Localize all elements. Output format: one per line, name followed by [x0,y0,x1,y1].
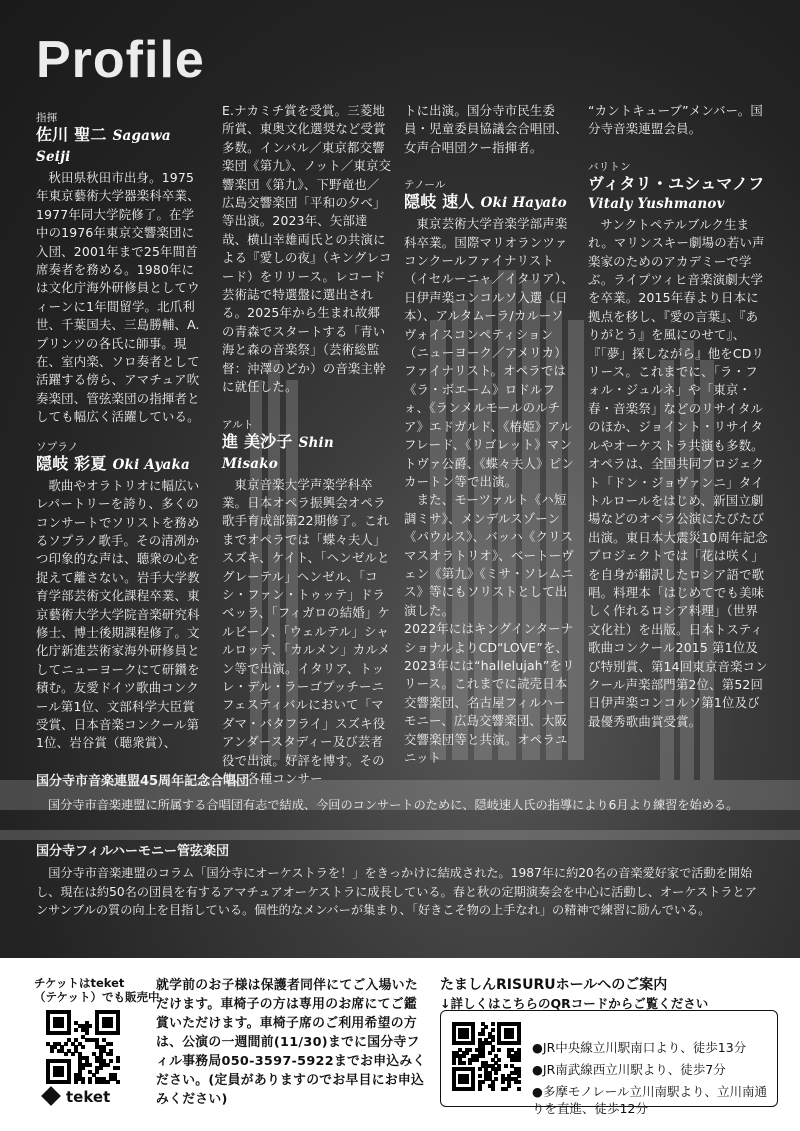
qr-module [88,1063,92,1067]
qr-module [491,1028,495,1032]
qr-module [99,1066,103,1070]
qr-module [504,1064,508,1068]
access-title: たましんRISURUホールへのご案内 [440,977,668,993]
qr-module [497,1067,501,1071]
soprano-bio: 歌曲やオラトリオに幅広いレパートリーを誇り、多くのコンサートでソリストを務めるソプラノ歌手。その清冽かつ印象的な声は、聴衆の心を捉えて離さない。岩手大学教育学部芸術文化課程卒業、東京藝術大学大学院音楽研究科修士、博士後期課程修了。文化庁新進芸術家海外研修員としてニューヨークにて研鑽を積む。友愛ドイツ歌曲コンクール第1位、文部科学大臣賞受賞、日本音楽コンクール第1位、岩谷賞（聴衆賞）、 [36,477,200,751]
access-subtitle: ↓詳しくはこちらのQRコードからご覧ください [440,996,709,1011]
tenor-bio-continued: “カントキューブ”メンバー。国分寺音楽連盟会員。 [588,103,763,137]
qr-module [109,1042,113,1046]
access-item-3: ●多摩モノレール立川南駅より、立川南通りを直進、徒歩12分 [532,1084,768,1116]
conductor-name [36,125,206,167]
qr-module [64,1042,68,1046]
column-3 [404,102,576,767]
qr-module [481,1054,485,1058]
conductor-bio-continued: E.ナカミチ賞を受賞。三菱地所賞、東奥文化選奨など受賞多数。インバル／東京都交響楽団《第九》、ノット／東京交響楽団《第九》、下野竜也／広島交響楽団「平和の夕べ」等出演。2023年、矢部達哉、横山幸雄両氏との共演による『愛しの夜』（キングレコード）をリリース。レコード芸術誌で特選盤に選出される。2025年から生まれ故郷の青森でスタートする「青い海と森の音楽祭」（芸術総監督：沖澤のどか）の音楽主幹に就任した。 [222,103,392,395]
qr-module [81,1066,85,1070]
alto-name-ja: 進 美沙子 [222,431,293,451]
soprano-name [36,454,206,475]
baritone-name-ja: ヴィタリ・ユシュマノフ [588,173,765,193]
qr-module [88,1080,92,1084]
qr-module [60,1073,64,1077]
qr-module [88,1024,92,1028]
qr-module [484,1025,488,1029]
ticket-qr-code[interactable] [46,1010,120,1084]
baritone-bio: サンクトペテルブルク生まれ。マリンスキー劇場の若い声楽家のためのアカデミーで学ぶ。ライプツィヒ音楽演劇大学を卒業。2015年春より日本に拠点を移し、『愛の言葉』、『ありがとう』を風にのせて』、『「夢」探しながら』他をCDリリース。これまでに、「ラ・フォル・ジュルネ」や「東京・春・音楽祭」などのリサイタルのほか、ジョイント・リサイタルやオーケストラ共演も多数。オペラは、全国共同プロジェクト「ドン・ジョヴァンニ」タイトルロールをはじめ、新国立劇場などのオペラ公演にたびたび出演。東日本大震災10周年記念プロジェクトでは「花は咲く」を自身が翻訳したロシア語で歌唱。料理本「はじめてでも美味しく作れるロシア料理」（世界文化社）を出版。日本トスティ歌曲コンクール2015 第1位及び特別賞、第14回東京音楽コンクール声楽部門第2位、第52回日伊声楽コンコルソ第1位及び最優秀歌曲賞受賞。 [588,216,768,729]
qr-module [74,1080,78,1084]
teket-logo-text: teket [66,1088,111,1106]
choir-description: 国分寺市音楽連盟に所属する合唱団有志で結成、今回のコンサートのために、隠岐速人氏の指導により6月より練習を始める。 [48,798,739,812]
qr-module [517,1058,521,1062]
circle-bullet-icon: ● [532,1040,543,1055]
qr-module [64,1052,68,1056]
qr-module [465,1080,469,1084]
choir-title: 国分寺市音楽連盟45周年記念合唱団 [36,774,250,789]
page-title: Profile [36,31,205,89]
qr-module [50,1049,54,1053]
soprano-role: ソプラノ [36,440,79,453]
conductor-bio: 秋田県秋田市出身。1975年東京藝術大学器楽科卒業、1977年同大学院修了。在学中の1976年東京交響楽団に入団、2001年まで25年間首席奏者を務める。1980年には文化庁海外研修員としてウィーンに1年間留学。北爪利世、千葉国夫、三島勝輔、A.プリンツの各氏に師事。現在、室内楽、ソロ奏者として活躍する傍ら、アマチュア吹奏楽団、管弦楽団の指揮者としても幅広く活躍している。 [36,170,200,425]
column-1 [36,102,206,753]
alto-bio: 東京音楽大学声楽学科卒業。日本オペラ振興会オペラ歌手育成部第22期修了。これまでオペラでは「蝶々夫人」スズキ、ケイト、「ヘンゼルとグレーテル」ヘンゼル、「コシ・ファン・トゥッテ」ドラベッラ、「フィガロの結婚」ケルビーノ、「ウェルテル」シャルロッテ、「カルメン」カルメン等で出演。イタリア、トッレ・デル・ラーゴプッチーニフェスティバルにおいて「マダマ・バタフライ」スズキ役アンダースタディー及び芸者役で出演。好評を博す。その他、各種コンサー [222,476,391,786]
qr-module [109,1052,113,1056]
qr-module [517,1041,521,1045]
qr-module [481,1032,485,1036]
qr-module [452,1061,456,1065]
qr-module [491,1087,495,1091]
alto-bio-continued: トに出演。国分寺市民生委員・児童委員協議会合唱団、女声合唱団クー指揮者。 [404,103,568,155]
qr-module [517,1080,521,1084]
qr-module [491,1038,495,1042]
qr-module [491,1022,495,1026]
tenor-bio: 東京芸術大学音楽学部声楽科卒業。国際マリオランツァコンクールファイナリスト（イセルーニャ／イタリア）、日伊声楽コンコルソ入選（日本）、アルタムーラ/カルーソヴォイスコンペティション（ニューヨーク／アメリカ）ファイナリスト。オペラでは《ラ・ボエーム》ロドルフォ、《ランメルモールのルチア》エドガルド、《椿姫》アルフレード、《リゴレット》マントヴァ公爵、《蝶々夫人》ピンカートン等で出演。 また、モーツァルト《ハ短調ミサ》、メンデルスゾーン《パウルス》、バッハ《クリスマスオラトリオ》、ベートーヴェン《第九》《ミサ・ソレムニス》等にもソリストとして出演した。 2022年にはキングインターナショナルよりCD“LOVE”を、2023年には“hallelujah”をリリース。これまでに読売日本交響楽団、名古屋フィルハーモニー、広島交響楽団、大阪交響楽団等と共演。オペラユニット [404,216,575,765]
qr-module [95,1070,99,1074]
qr-module [507,1084,511,1088]
qr-module [109,1059,113,1063]
alto-name [222,432,392,474]
qr-module [491,1048,495,1052]
ticket-line-2: （テケット）でも販売中 [34,990,160,1004]
qr-module [67,1080,71,1084]
baritone-name [588,174,768,214]
soprano-name-ja: 隠岐 彩夏 [36,453,107,473]
circle-bullet-icon: ● [532,1062,543,1077]
qr-module [478,1087,482,1091]
tenor-name-ja: 隠岐 速人 [404,192,475,212]
qr-module [471,1087,475,1091]
qr-module [116,1059,120,1063]
qr-module [116,1066,120,1070]
qr-module [468,1048,472,1052]
ticket-line-1: チケットはteket [34,976,125,990]
baritone-role: バリトン [588,160,631,173]
qr-module [517,1087,521,1091]
qr-module [106,1080,110,1084]
access-item-2: ●JR南武線西立川駅より、徒歩7分 [532,1062,726,1077]
qr-module [471,1041,475,1045]
qr-module [510,1035,514,1039]
qr-module [116,1031,120,1035]
admission-notice: 就学前のお子様は保護者同伴にてご入場いただけます。車椅子の方は専用のお席にてご鑑賞いただけます。車椅子席のご利用希望の方は、公演の一週間前(11/30)までに国分寺フィル事務局050-3597-5922までお申込みください。(定員がありますのでお早目にお申込みください) [156,978,426,1107]
baritone-name-romaji: Vitaly Yushmanov [588,195,725,212]
conductor-name-romaji: Sagawa Seiji [36,128,171,165]
column-4 [588,102,768,731]
qr-module [71,1052,75,1056]
tenor-name [404,192,576,213]
qr-module [494,1077,498,1081]
qr-module [60,1024,64,1028]
conductor-name-ja: 佐川 聖二 [36,125,107,144]
orchestra-description: 国分寺市音楽連盟のコラム「国分寺にオーケストラを！」をきっかけに結成された。1987年に約20名の音楽愛好家で活動を開始し、現在は約50名の団員を有するアマチュアオーケストラに成長している。春と秋の定期演奏会を中心に活動し、オーケストラとアンサンブルの質の向上を目指している。個性的なメンバーが集まり、「好きこそ物の上手なれ」の精神で練習に励んでいる。 [36,866,757,917]
qr-module [462,1061,466,1065]
alto-role: アルト [222,418,254,431]
soprano-name-romaji: Oki Ayaka [112,456,190,473]
tenor-role: テノール [404,179,446,192]
conductor-role: 指揮 [36,112,58,124]
qr-module [497,1058,501,1062]
qr-module [465,1035,469,1039]
qr-module [478,1074,482,1078]
access-item-1: ●JR中央線立川駅南口より、徒歩13分 [532,1040,747,1055]
access-qr-code[interactable] [452,1022,520,1090]
qr-module [517,1074,521,1078]
qr-module [85,1031,89,1035]
orchestra-title: 国分寺フィルハーモニー管弦楽団 [36,844,230,859]
teket-logo-icon [41,1086,61,1106]
qr-module [497,1048,501,1052]
teket-logo [44,1088,110,1106]
column-2 [222,102,392,788]
qr-module [74,1028,78,1032]
ticket-info [34,976,159,1004]
qr-module [81,1080,85,1084]
tenor-name-romaji: Oki Hayato [480,195,567,212]
qr-module [109,1024,113,1028]
qr-module [81,1045,85,1049]
qr-module [106,1063,110,1067]
circle-bullet-icon: ● [532,1084,543,1099]
qr-module [67,1031,71,1035]
alto-name-romaji: Shin Misako [222,434,334,472]
qr-module [116,1080,120,1084]
